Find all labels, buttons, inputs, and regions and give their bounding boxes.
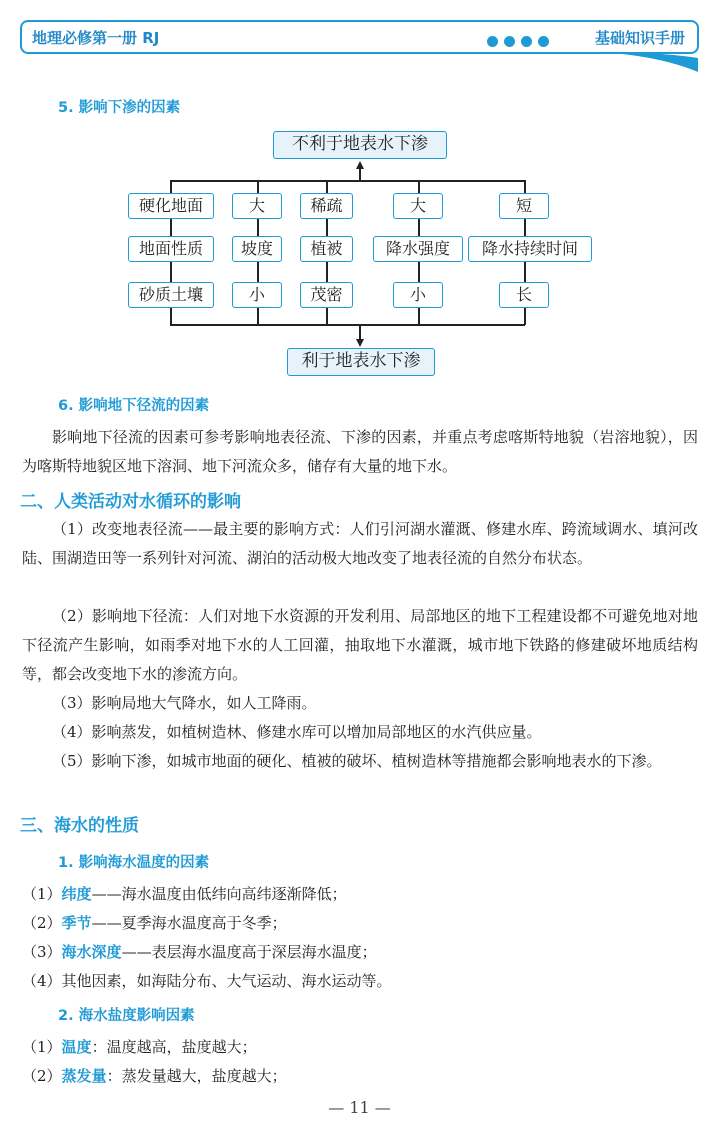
factor-3-mid: 植被 — [300, 236, 353, 262]
header-swoosh-decoration — [600, 50, 700, 74]
part2-item-2: （2）影响地下径流：人们对地下水资源的开发利用、局部地区的地下工程建设都不可避免地对地下径流产生影响，如雨季对地下水的人工回灌，抽取地下水灌溉，城市地下铁路的修建破坏地质结构等，都会改变地下水的渗流方向。 — [22, 607, 698, 683]
factor-1-mid: 地面性质 — [128, 236, 214, 262]
part2-title: 二、人类活动对水循环的影响 — [20, 492, 241, 512]
temp-item-4: （4）其他因素，如海陆分布、大气运动、海水运动等。 — [22, 972, 392, 990]
part2-item-1: （1）改变地表径流——最主要的影响方式：人们引河湖水灌溉、修建水库、跨流域调水、填河改陆、围湖造田等一系列针对河流、湖泊的活动极大地改变了地表径流的自然分布状态。 — [22, 520, 698, 567]
sec6-paragraph: 影响地下径流的因素可参考影响地表径流、下渗的因素，并重点考虑喀斯特地貌（岩溶地貌），因为喀斯特地貌区地下溶洞、地下河流众多，储存有大量的地下水。 — [22, 428, 698, 475]
page-number: — 11 — — [328, 1098, 391, 1117]
factor-3-top: 稀疏 — [300, 193, 353, 219]
header-book-title: 地理必修第一册 RJ — [32, 29, 160, 47]
factor-3-bot: 茂密 — [300, 282, 353, 308]
factor-4-bot: 小 — [393, 282, 443, 308]
factor-4-mid: 降水强度 — [373, 236, 463, 262]
sec5-title: 5. 影响下渗的因素 — [58, 100, 181, 116]
part2-item-3: （3）影响局地大气降水，如人工降雨。 — [52, 694, 317, 712]
salt-item-2: （2）蒸发量：蒸发量越大，盐度越大； — [22, 1067, 287, 1085]
sec6-title: 6. 影响地下径流的因素 — [58, 398, 210, 414]
factor-5-mid: 降水持续时间 — [468, 236, 592, 262]
diagram-bottom-box: 利于地表水下渗 — [287, 348, 435, 376]
part3-sub1: 1. 影响海水温度的因素 — [58, 855, 210, 871]
factor-2-bot: 小 — [232, 282, 282, 308]
part2-item-5: （5）影响下渗，如城市地面的硬化、植被的破坏、植树造林等措施都会影响地表水的下渗。 — [52, 752, 662, 770]
factor-2-mid: 坡度 — [232, 236, 282, 262]
diagram-top-box: 不利于地表水下渗 — [273, 131, 447, 159]
part3-title: 三、海水的性质 — [20, 816, 139, 836]
temp-item-1: （1）纬度——海水温度由低纬向高纬逐渐降低； — [22, 885, 347, 903]
factor-5-top: 短 — [499, 193, 549, 219]
temp-item-2: （2）季节——夏季海水温度高于冬季； — [22, 914, 287, 932]
factor-4-top: 大 — [393, 193, 443, 219]
part3-sub2: 2. 海水盐度影响因素 — [58, 1008, 195, 1024]
factor-1-bot: 砂质土壤 — [128, 282, 214, 308]
salt-item-1: （1）温度：温度越高，盐度越大； — [22, 1038, 257, 1056]
part2-item-4: （4）影响蒸发，如植树造林、修建水库可以增加局部地区的水汽供应量。 — [52, 723, 542, 741]
header-section-title: 基础知识手册 — [594, 29, 685, 47]
header-dots — [481, 32, 549, 51]
temp-item-3: （3）海水深度——表层海水温度高于深层海水温度； — [22, 943, 377, 961]
page-header — [20, 20, 699, 54]
factor-2-top: 大 — [232, 193, 282, 219]
factor-1-top: 硬化地面 — [128, 193, 214, 219]
arrow-down — [356, 339, 364, 347]
factor-5-bot: 长 — [499, 282, 549, 308]
